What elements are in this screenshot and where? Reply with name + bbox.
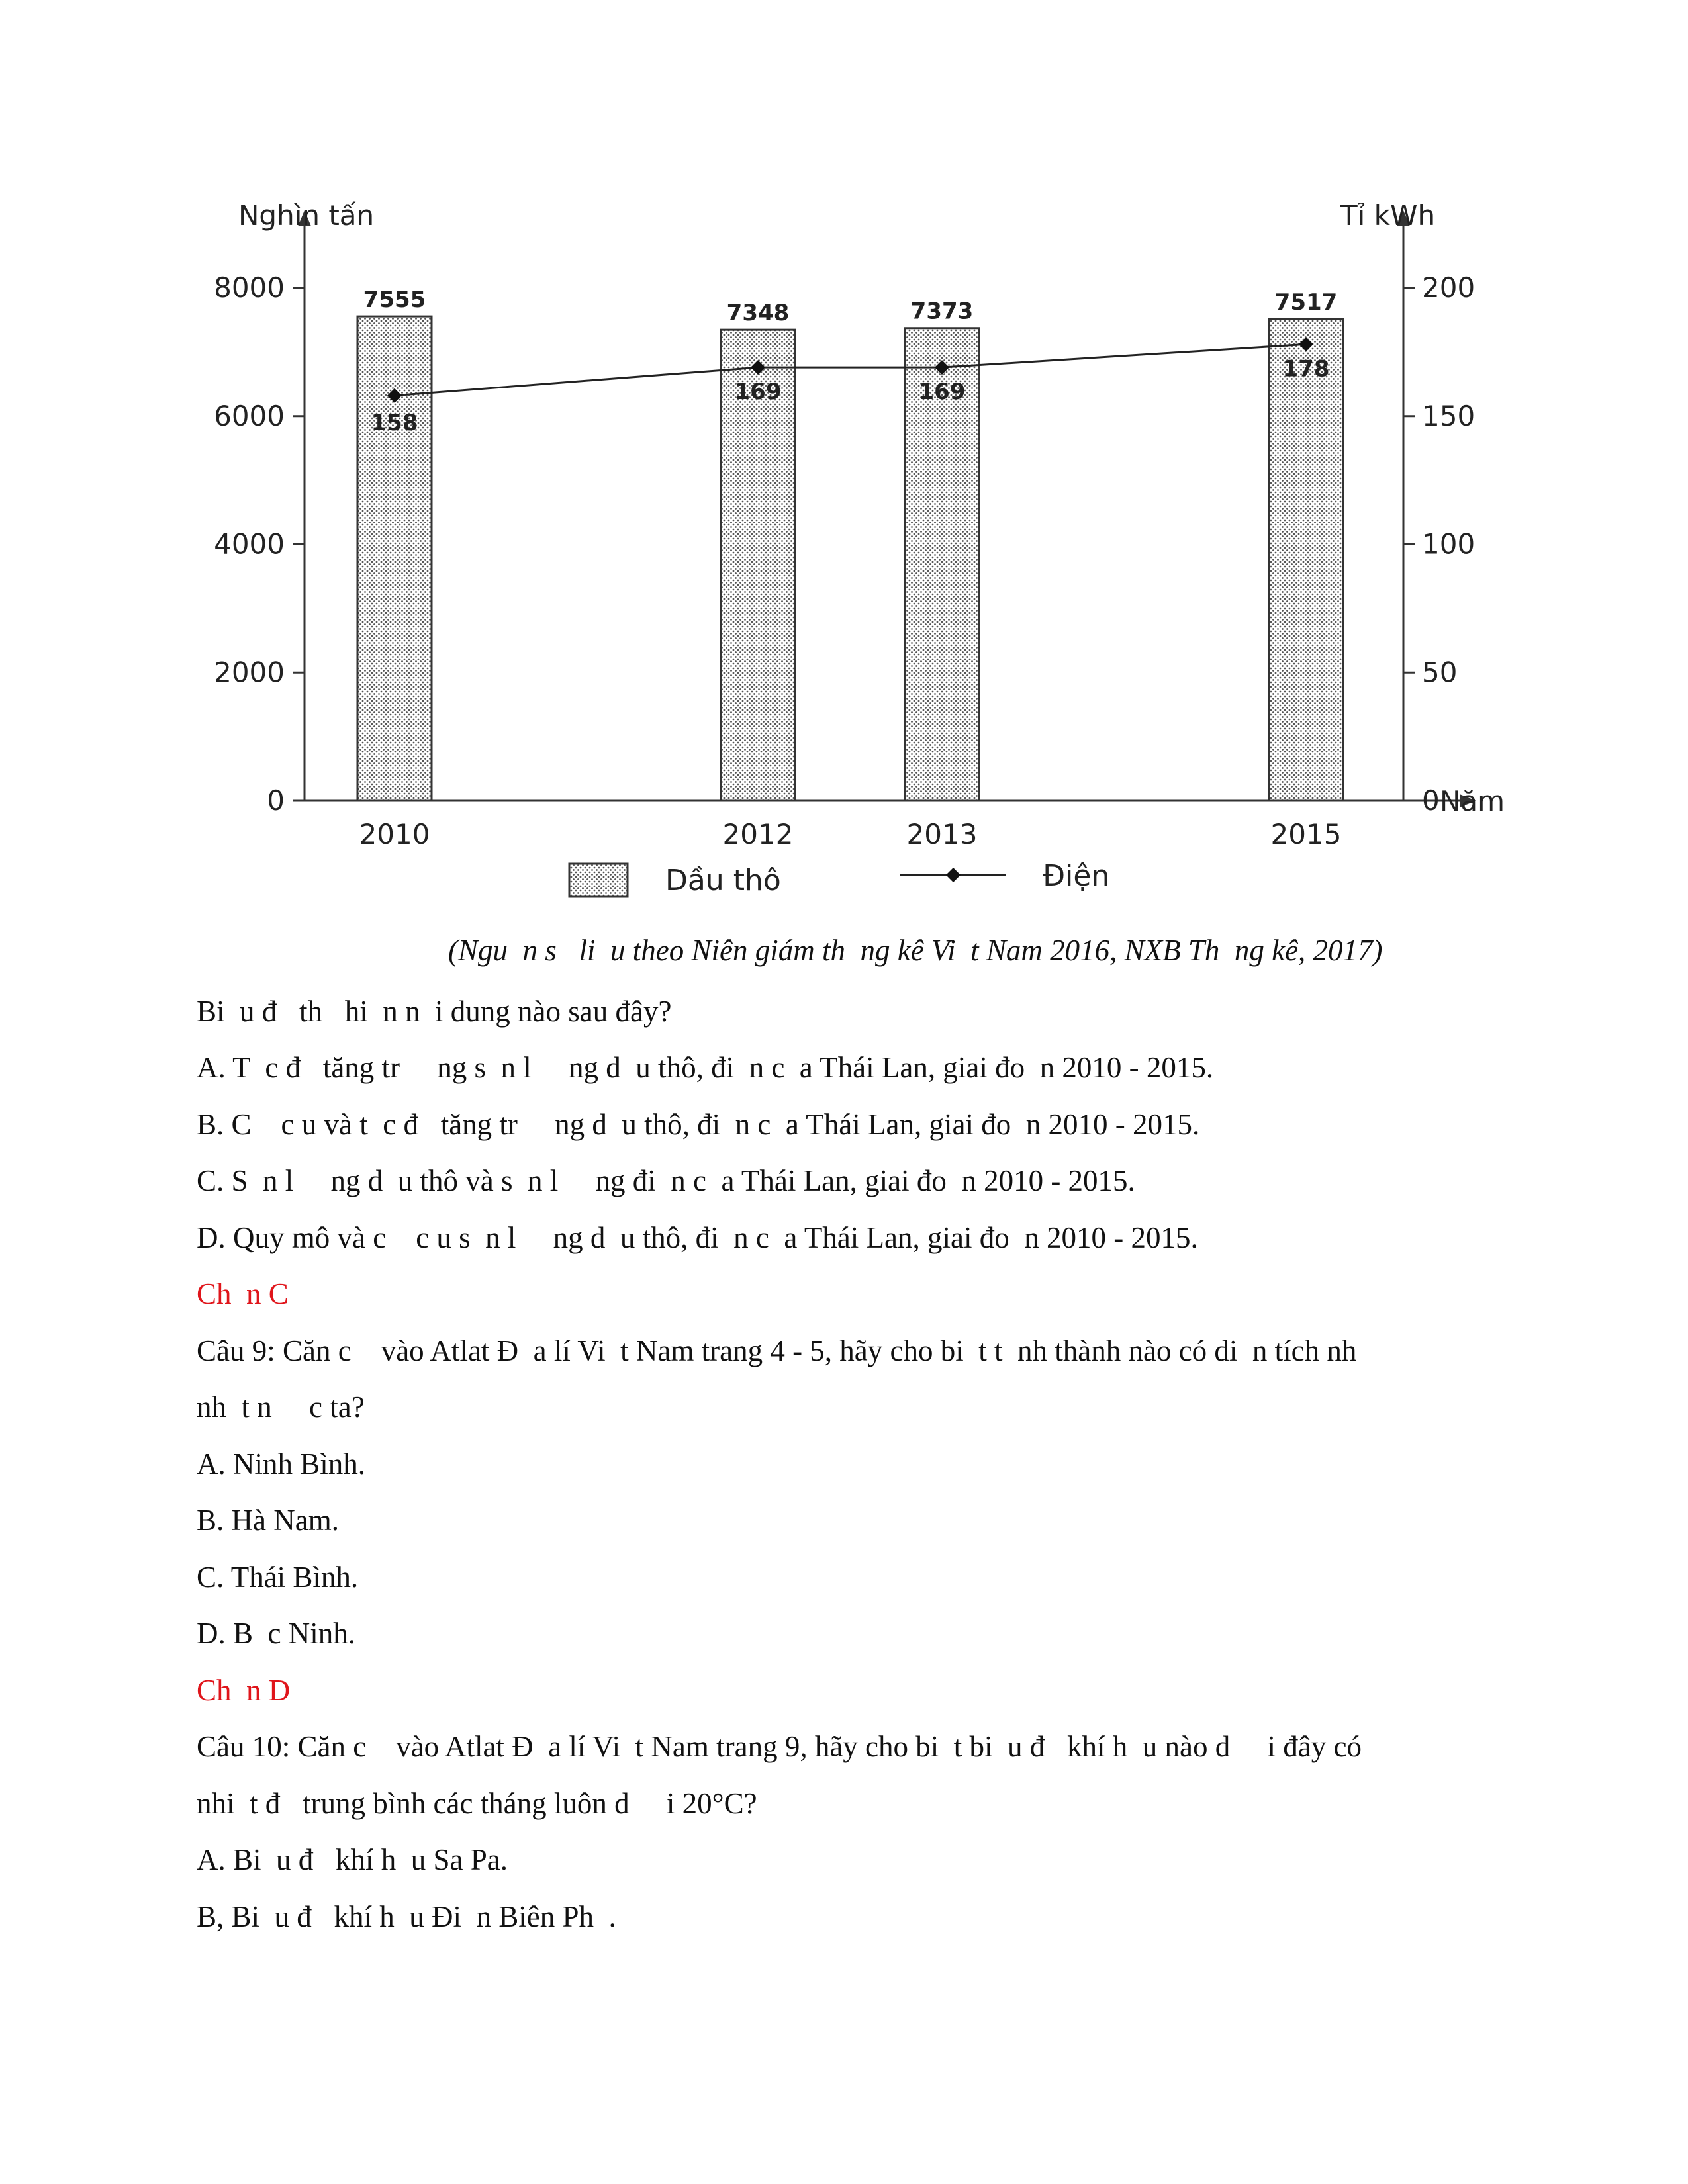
q8-option-a: A. T c đ tăng tr ng s n l ng d u thô, đi n c a Thái Lan, giai đo n 2010 - 2015.	[197, 1051, 1214, 1084]
line-value-label: 158	[371, 409, 418, 436]
q10-prompt-line2: nhi t đ trung bình các tháng luôn d i 20°C?	[197, 1786, 757, 1820]
q9-option-a: A. Ninh Bình.	[197, 1447, 366, 1480]
q8-answer: Ch n C	[197, 1277, 289, 1310]
line-value-label: 178	[1282, 355, 1330, 383]
line-value-label: 169	[918, 379, 966, 406]
bar-value-label: 7517	[1274, 289, 1338, 316]
q9-option-b: B. Hà Nam.	[197, 1504, 339, 1537]
left-tick-label: 4000	[214, 527, 285, 561]
bar-series	[357, 316, 1343, 801]
x-tick-label: 2015	[1270, 818, 1342, 850]
chart-legend	[569, 859, 1109, 897]
legend-swatch-dau-tho	[569, 864, 628, 897]
right-tick-label: 100	[1422, 527, 1476, 561]
line-series	[387, 337, 1313, 406]
x-tick-label: 2012	[722, 818, 794, 850]
right-tick-label: 50	[1422, 656, 1458, 689]
q9-option-c: C. Thái Bình.	[197, 1560, 359, 1594]
y-left-title: Nghìn tấn	[238, 199, 375, 232]
q8-option-b: B. C c u và t c đ tăng tr ng d u thô, đi n c a Thái Lan, giai đo n 2010 - 2015.	[197, 1107, 1200, 1141]
bar-dau-tho	[1269, 319, 1343, 801]
line-value-label: 169	[734, 379, 782, 406]
q9-answer: Ch n D	[197, 1673, 291, 1707]
left-tick-label: 2000	[214, 656, 285, 689]
right-tick-label: 200	[1422, 271, 1476, 304]
legend-label-dien: Điện	[1043, 859, 1110, 893]
q8-option-c: C. S n l ng d u thô và s n l ng đi n c a Thái Lan, giai đo n 2010 - 2015.	[197, 1164, 1135, 1197]
x-axis-title: Năm	[1440, 785, 1505, 817]
combo-chart	[185, 185, 1523, 913]
q10-option-a: A. Bi u đ khí h u Sa Pa.	[197, 1843, 508, 1876]
question-content	[197, 927, 1507, 1945]
line-dien	[395, 344, 1306, 396]
legend-marker-dien	[946, 868, 961, 882]
y-right-title: Tỉ kWh	[1340, 199, 1436, 232]
left-tick-label: 8000	[214, 271, 285, 304]
right-tick-label: 150	[1422, 399, 1476, 432]
right-tick-label: 0	[1422, 784, 1440, 817]
q9-prompt-line1: Câu 9: Căn c vào Atlat Đ a lí Vi t Nam trang 4 - 5, hãy cho bi t t nh thành nào có di n tích nh	[197, 1334, 1357, 1367]
q10-prompt-line1: Câu 10: Căn c vào Atlat Đ a lí Vi t Nam trang 9, hãy cho bi t bi u đ khí h u nào d i đây có	[197, 1730, 1362, 1763]
left-tick-label: 0	[267, 784, 285, 817]
x-tick-label: 2013	[906, 818, 978, 850]
legend-label-dau-tho: Dầu thô	[665, 864, 781, 897]
x-tick-label: 2010	[359, 818, 430, 850]
bar-value-label: 7373	[910, 298, 974, 325]
bar-value-label: 7348	[726, 300, 790, 327]
q10-option-b: B, Bi u đ khí h u Đi n Biên Ph .	[197, 1899, 616, 1933]
q9-prompt-line2: nh t n c ta?	[197, 1390, 365, 1424]
q9-option-d: D. B c Ninh.	[197, 1617, 355, 1650]
q8-prompt: Bi u đ th hi n n i dung nào sau đây?	[197, 994, 672, 1028]
source-note: (Ngu n s li u theo Niên giám th ng kê Vi t Nam 2016, NXB Th ng kê, 2017)	[448, 934, 1383, 967]
q8-option-d: D. Quy mô và c c u s n l ng d u thô, đi n c a Thái Lan, giai đo n 2010 - 2015.	[197, 1220, 1198, 1254]
bar-value-label: 7555	[363, 287, 426, 314]
left-tick-label: 6000	[214, 399, 285, 432]
